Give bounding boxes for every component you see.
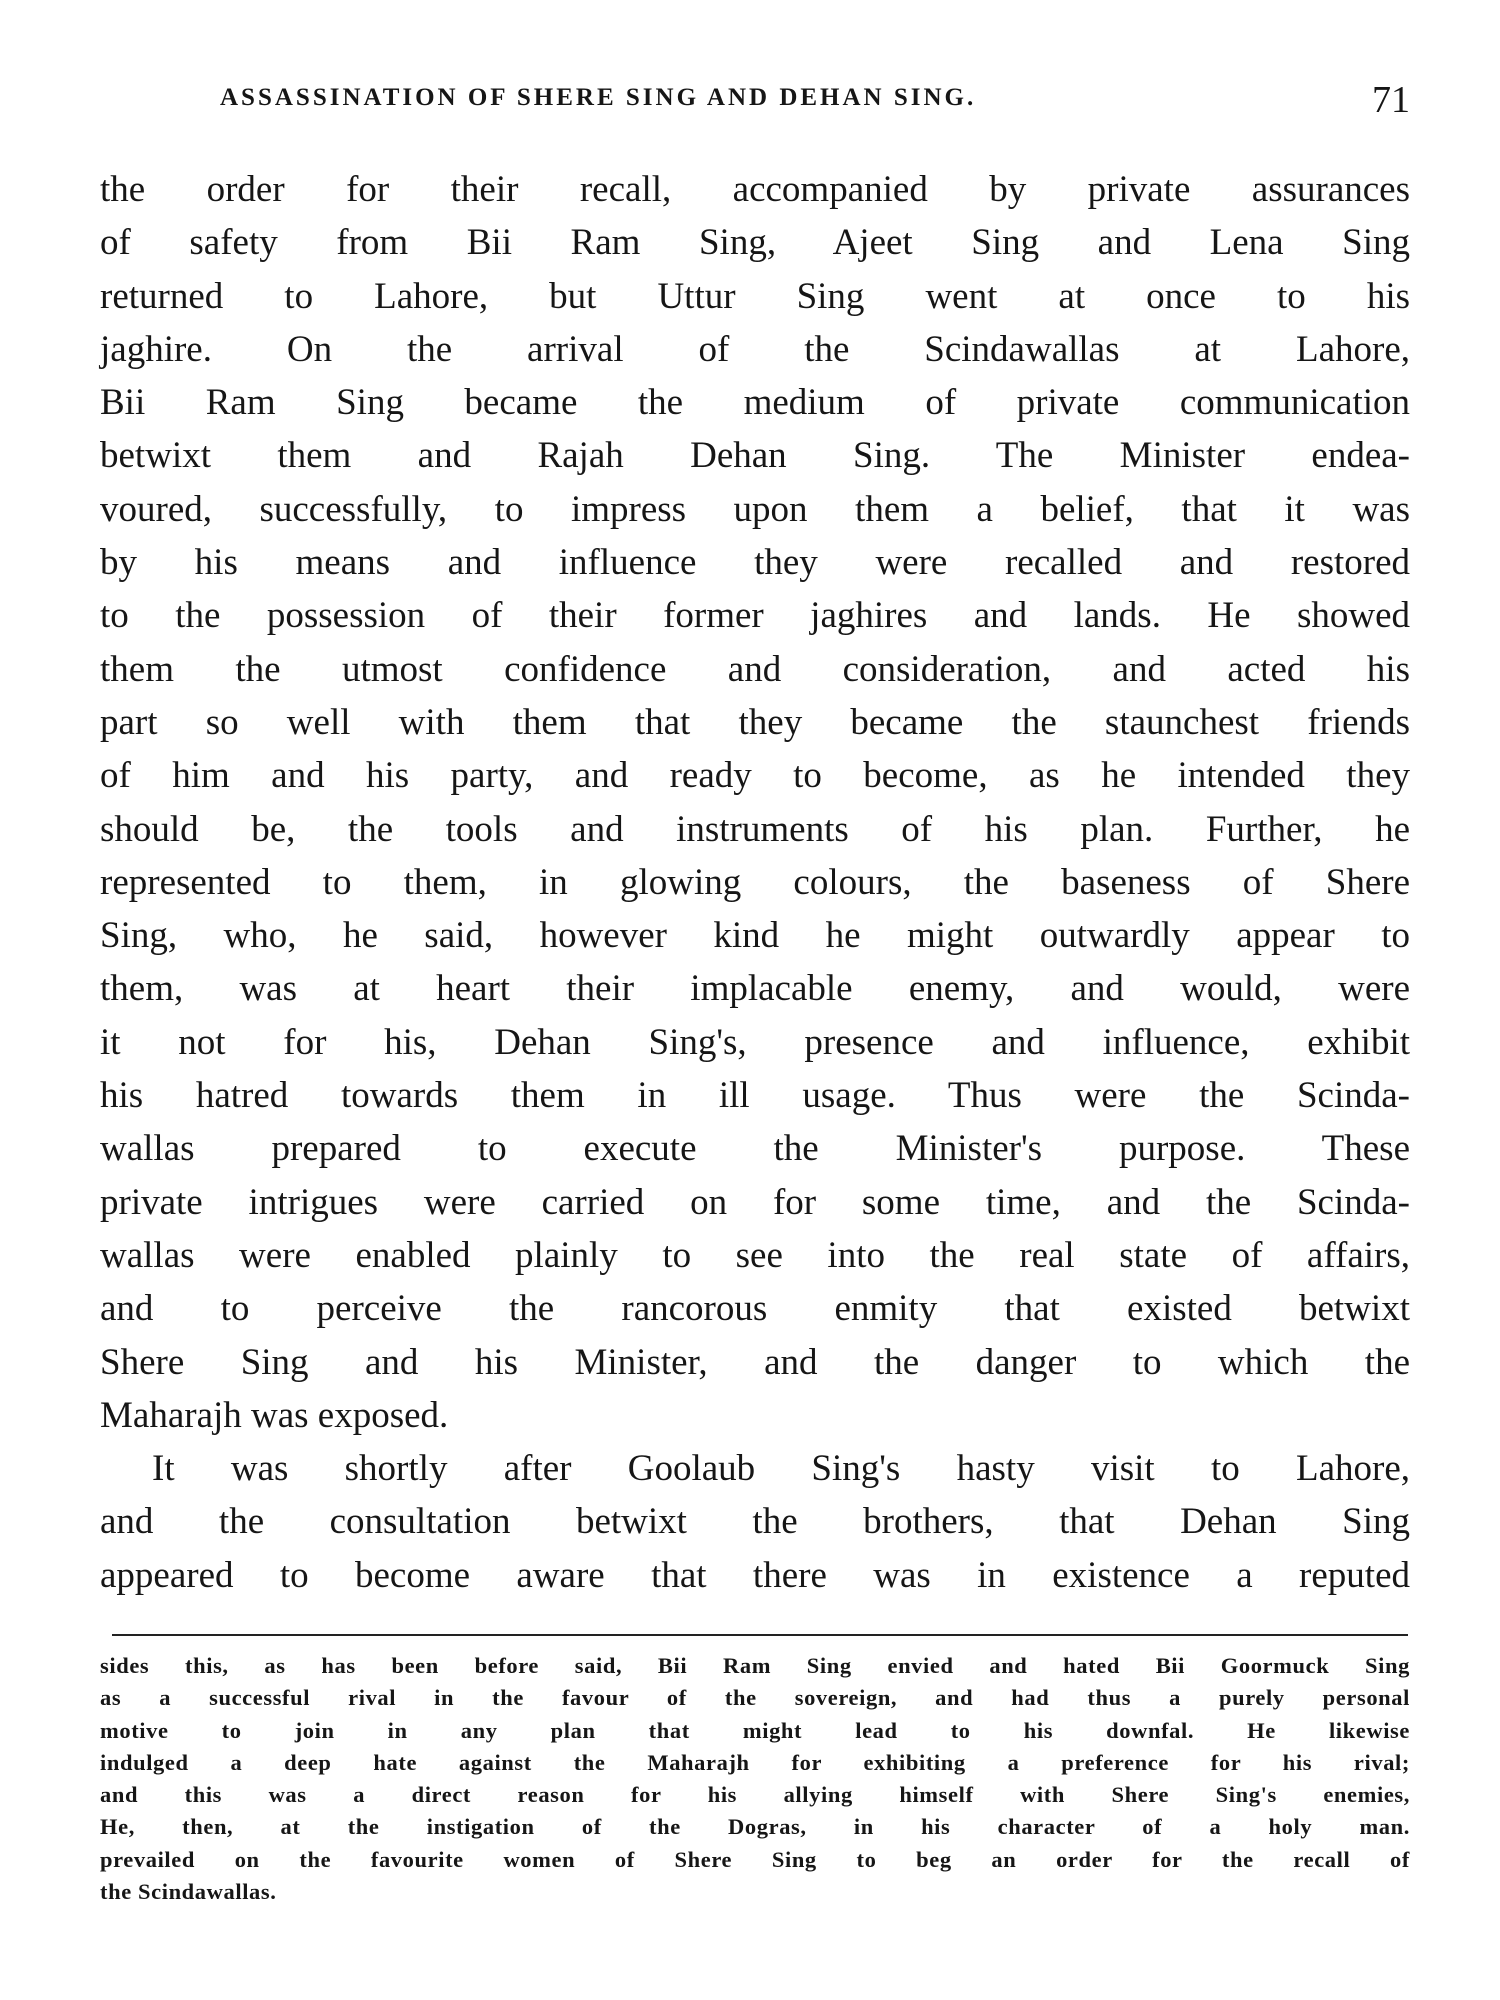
text-line: jaghire. On the arrival of the Scindawallas at Lahore, <box>100 328 1410 370</box>
text-line: wallas were enabled plainly to see into the real state of affairs, <box>100 1234 1410 1276</box>
footnote-line: prevailed on the favourite women of Shere Sing to beg an order for the recall of <box>100 1846 1410 1872</box>
text-line: appeared to become aware that there was in existence a reputed <box>100 1554 1410 1596</box>
footnote-line: the Scindawallas. <box>100 1879 277 1905</box>
footnote-line: sides this, as has been before said, Bii Ram Sing envied and hated Bii Goormuck Sing <box>100 1653 1410 1678</box>
text-line: betwixt them and Rajah Dehan Sing. The Minister endea- <box>100 435 1410 477</box>
running-title: ASSASSINATION OF SHERE SING AND DEHAN SING. <box>220 84 977 111</box>
text-line: Shere Sing and his Minister, and the danger to which the <box>100 1341 1410 1383</box>
text-line: his hatred towards them in ill usage. Thus were the Scinda- <box>100 1075 1410 1117</box>
text-line: and to perceive the rancorous enmity that existed betwixt <box>100 1288 1410 1330</box>
text-line: Maharajh was exposed. <box>100 1394 449 1436</box>
text-line: of safety from Bii Ram Sing, Ajeet Sing and Lena Sing <box>100 222 1410 264</box>
text-line: returned to Lahore, but Uttur Sing went at once to his <box>100 275 1410 317</box>
footnote-line: motive to join in any plan that might lead to his downfal. He likewise <box>100 1717 1410 1743</box>
text-line: the order for their recall, accompanied by private assurances <box>100 169 1410 210</box>
footnote-divider <box>112 1634 1408 1636</box>
text-line: should be, the tools and instruments of his plan. Further, he <box>100 808 1410 850</box>
text-line: It was shortly after Goolaub Sing's hasty visit to Lahore, <box>152 1448 1410 1490</box>
text-line: of him and his party, and ready to become, as he intended they <box>100 755 1410 797</box>
text-line: it not for his, Dehan Sing's, presence and influence, exhibit <box>100 1021 1410 1063</box>
text-line: represented to them, in glowing colours, the baseness of Shere <box>100 861 1410 903</box>
main-text <box>100 163 1410 1602</box>
text-line: voured, successfully, to impress upon them a belief, that it was <box>100 488 1410 530</box>
text-line: wallas prepared to execute the Minister's purpose. These <box>100 1128 1410 1170</box>
text-line: to the possession of their former jaghires and lands. He showed <box>100 595 1410 637</box>
text-line: Sing, who, he said, however kind he might outwardly appear to <box>100 915 1410 957</box>
text-line: part so well with them that they became the staunchest friends <box>100 701 1410 743</box>
footnote-line: as a successful rival in the favour of the sovereign, and had thus a purely personal <box>100 1685 1410 1711</box>
footnote-line: indulged a deep hate against the Maharajh for exhibiting a preference for his rival; <box>100 1749 1410 1775</box>
text-line: them, was at heart their implacable enemy, and would, were <box>100 968 1410 1010</box>
footnote <box>100 1650 1410 1908</box>
text-line: them the utmost confidence and consideration, and acted his <box>100 648 1410 690</box>
text-line: and the consultation betwixt the brothers, that Dehan Sing <box>100 1501 1410 1543</box>
footnote-line: He, then, at the instigation of the Dogras, in his character of a holy man. <box>100 1814 1410 1840</box>
text-line: Bii Ram Sing became the medium of private communication <box>100 382 1410 424</box>
footnote-line: and this was a direct reason for his allying himself with Shere Sing's enemies, <box>100 1782 1410 1808</box>
page-number: 71 <box>1372 79 1410 121</box>
text-line: private intrigues were carried on for some time, and the Scinda- <box>100 1181 1410 1223</box>
running-header <box>100 78 1410 130</box>
text-line: by his means and influence they were recalled and restored <box>100 542 1410 584</box>
